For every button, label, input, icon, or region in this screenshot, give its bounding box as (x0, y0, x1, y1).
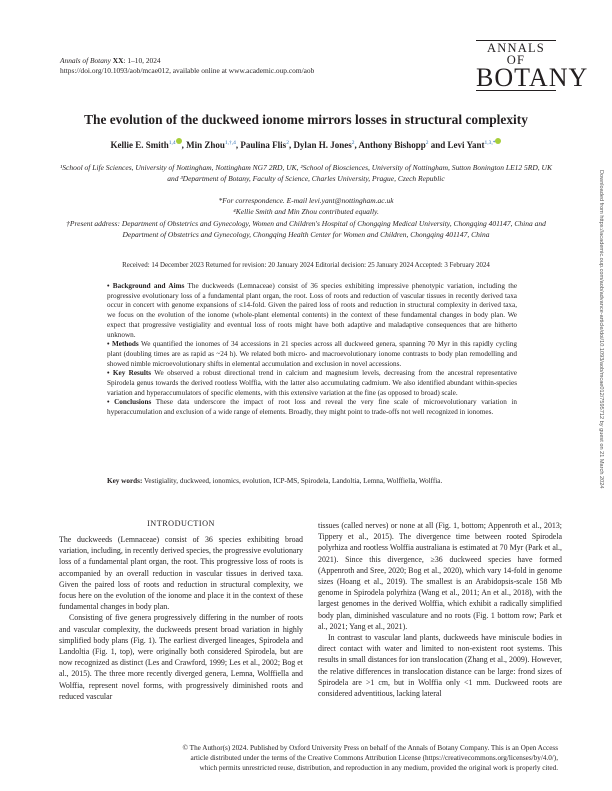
copyright-notice: © The Author(s) 2024. Published by Oxford University Press on behalf of the Annals of Botany Company. This is an Open Access article distributed under the terms of the Creative Commons Attribution License (https://creativecommons.org/licenses/by/4.0/), which permits unrestricted reuse, distribution, and reproduction in any medium, provided the original work is properly cited. (182, 744, 558, 772)
keywords-label: Key words: (107, 477, 143, 485)
abstract-label: • Conclusions (107, 398, 152, 407)
abstract (107, 282, 517, 418)
author-name[interactable]: Paulina Flis (240, 140, 287, 150)
author-affiliation-mark: 2 (286, 140, 289, 146)
author-name[interactable]: Dylan H. Jones (293, 140, 352, 150)
author-affiliation-mark: 1,†,4 (224, 140, 236, 146)
correspondence[interactable]: *For correspondence. E-mail levi.yant@nottingham.ac.uk (218, 196, 394, 205)
doi-line[interactable]: https://doi.org/10.1093/aob/mcae012, available online at www.academic.oup.com/aob (60, 66, 315, 75)
abstract-label: • Methods (107, 340, 139, 349)
article-dates: Received: 14 December 2023 Returned for revision: 20 January 2024 Editorial decision: 25 January 2024 Accepted: 3 February 2024 (122, 262, 490, 269)
abstract-methods: • Methods We quantified the ionomes of 34 accessions in 21 species across all duckweed genera, spanning 70 Myr in this rapidly cycling plant (doubling times are as rapid as ~24 h). We related both micro- and macroevolutionary ionome contrasts to body plan remodelling and showed nimble microevolutionary shifts in elemental accumulation and exclusion in novel accessions. (107, 340, 518, 368)
author-name[interactable]: Anthony Bishopp (358, 140, 426, 150)
journal-logo (476, 40, 589, 92)
logo-bottom-text: BOTANY (476, 63, 589, 92)
abstract-background: • Background and Aims The duckweeds (Lemnaceae) consist of 36 species exhibiting impressive phenotypic variation, including the progressive evolutionary loss of a fundamental plant organ, the root. Loss of roots and reduction of vascular tissues in recently derived taxa occur in concert with genome expansions of ≤14-fold. Given the paired loss of roots and reduction in structural complexity in derived taxa, we focus on the evolution of the ionome (whole-plant elemental contents) in the context of these fundamental changes in body plan. We expect that progressive vestigiality and eventual loss of roots might have both adaptive and maladaptive consequences that are hitherto unknown. (107, 282, 518, 339)
author-affiliation-mark: 2 (351, 140, 355, 146)
download-watermark (596, 170, 606, 600)
author-name[interactable]: Min Zhou (186, 140, 225, 150)
orcid-icon[interactable] (495, 138, 501, 144)
journal-citation (60, 56, 314, 76)
journal-volume: XX (112, 56, 124, 65)
abstract-label: • Background and Aims (107, 282, 185, 290)
author-affiliation-mark: 1,3,* (484, 140, 496, 146)
body-column-left (59, 534, 303, 702)
author-name[interactable]: Kellie E. Smith (110, 140, 169, 150)
logo-top-text: ANNALS OF (476, 40, 556, 66)
abstract-results: • Key Results We observed a robust directional trend in calcium and magnesium levels, decreasing from the ancestral representative Spirodela genus towards the derived rootless Wolffia, with the latter also accumulating cadmium. We also identified abundant within-species variation and hyperaccumulators of specific elements, with this extensive variation at the fine (as opposed to broad) scale. (107, 369, 517, 397)
orcid-icon[interactable] (176, 138, 182, 144)
paragraph: tissues (called nerves) or none at all (Fig. 1, bottom; Appenroth et al., 2013; Tippery et al., 2015). The divergence time between rooted Spirodela polyrhiza and rootless Wolffia australiana is estimated at 70 Myr (Park et al., 2021). Since this divergence, ≥36 duckweed species have formed (Appenroth and Sree, 2020; Bog et al., 2020), which vary 14-fold in genome sizes (Hoang et al., 2019). The smallest is an Arabidopsis-scale 158 Mb genome in Spirodela polyrhiza (Wang et al., 2011; An et al., 2018), with the largest genomes in the derived Wolffia, which exhibit a radically simplified body plan, diminished vasculature and no roots (Fig. 1 bottom row; Park et al., 2021; Yang et al., 2021). (318, 521, 562, 631)
affiliations: ¹School of Life Sciences, University of Nottingham, Nottingham NG7 2RD, UK, ²School of Biosciences, University of Nottingham, Sutton Bonington LE12 5RD, UK and ³Department of Botany, Faculty of Science, Charles University, Prague, Czech Republic (60, 163, 552, 183)
journal-name: Annals of Botany (60, 56, 111, 65)
body-column-right (318, 520, 562, 699)
present-address: †Present address: Department of Obstetrics and Gynecology, Women and Children's Hospital of Chongqing Medical University, Chongqing 401147, China and Department of Obstetrics and Gynecology, Chongqing Health Center for Women and Children, Chongqing 401147, China (66, 219, 546, 239)
author-affiliation-mark: 2 (425, 140, 429, 146)
abstract-label: • Key Results (107, 369, 152, 378)
keywords (107, 477, 517, 487)
keywords-text: Vestigiality, duckweed, ionomics, evolution, ICP-MS, Spirodela, Landoltia, Lemna, Wolffiella, Wolffia. (142, 477, 443, 485)
article-title: The evolution of the duckweed ionome mirrors losses in structural complexity (84, 112, 528, 127)
equal-contribution-note: ⁴Kellie Smith and Min Zhou contributed equally. (233, 207, 379, 216)
journal-pages: : 1–10, 2024 (123, 56, 161, 65)
paragraph: Consisting of five genera progressively differing in the number of roots and vascular complexity, the duckweeds present broad variation in highly simplified body plans (Fig. 1). The earliest diverged lineages, Spirodela and Landoltia (Fig. 1, top), were originally both considered Spirodela, but are now recognized as distinct (Les and Crawford, 1999; Les et al., 2002; Bog et al., 2015). The three more recently diverged genera, Lemna, Wolffiella and Wolffia, represent novel forms, with progressively diminished roots and reduced vascular (59, 613, 303, 701)
download-note: Downloaded from https://academic.oup.com/aob/advance-article/doi/10.1093/aob/mcae012/7595712 by guest on 21 March 2024 (598, 170, 604, 489)
author-affiliation-mark: 1,4 (168, 140, 176, 146)
section-heading: INTRODUCTION (147, 519, 215, 528)
paragraph: In contrast to vascular land plants, duckweeds have miniscule bodies in direct contact with water and limited to non-existent root systems. This results in small distances for ion translocation (Zhang et al., 2009). However, the relative differences in translocation distance can be large: frond sizes of Spirodela are >1 cm, but in Wolffia only <1 mm. Duckweed roots are considered adventitious, lacking lateral (318, 633, 562, 699)
author-list: Kellie E. Smith$^{1,4}$ , Min Zhou$^{1,\dagger,4}$, Paulina Flis$^2$, Dylan H. Jones$^2$, Anthony Bishopp$^2$ and Levi Yant$^{1,3,*}$ (40, 138, 572, 150)
abstract-conclusions: • Conclusions These data underscore the impact of root loss and reveal the very fine scale of microevolutionary variation in hyperaccumulation and exclusion of a wide range of elements. Broadly, they might point to trade-offs not well recognized in ionomes. (107, 398, 517, 417)
paragraph: The duckweeds (Lemnaceae) consist of 36 species exhibiting broad variation, including, in recently derived species, the progressive evolutionary loss of a fundamental plant organ, the root. This progressive loss of roots is accompanied by an overall reduction in vascular tissues in derived taxa. Given the paired loss of roots and reduction in structural complexity, we focus here on the evolution of the ionome and place it in the context of these fundamental changes in body plan. (59, 535, 303, 612)
author-name[interactable]: Levi Yant (447, 140, 485, 150)
